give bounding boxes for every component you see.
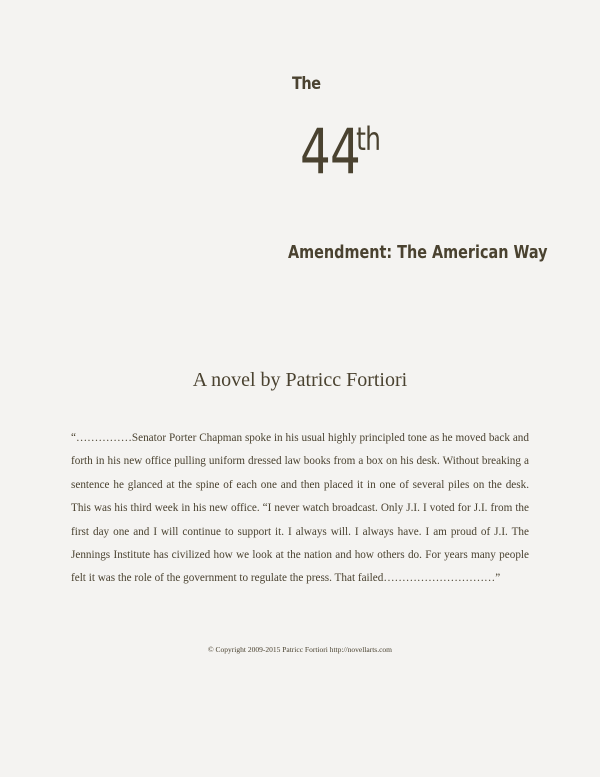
title-subtitle: Amendment: The American Way <box>288 242 548 263</box>
title-the: The <box>292 74 321 94</box>
excerpt-paragraph: “……………Senator Porter Chapman spoke in his usual highly principled tone as he moved back and forth in his new office pulling uniform dressed law books from a box on his desk. Without breaking a sentence he glanced at the spine of each one and then placed it in one of several piles on the desk. This was his third week in his new office. “I never watch broadcast. Only J.I. I voted for J.I. from the first day one and I will continue to support it. I always will. I always have. I am proud of J.I. The Jennings Institute has civilized how we look at the nation and how others do. For years many people felt it was the role of the government to regulate the press. That failed…………………………” <box>71 432 529 585</box>
copyright-notice: © Copyright 2009-2015 Patricc Fortiori http://novellarts.com <box>207 645 392 654</box>
title-number-digits: 44 <box>300 115 360 188</box>
title-number-suffix: th <box>356 120 381 158</box>
byline: A novel by Patricc Fortiori <box>192 369 408 391</box>
title-number <box>300 115 381 188</box>
